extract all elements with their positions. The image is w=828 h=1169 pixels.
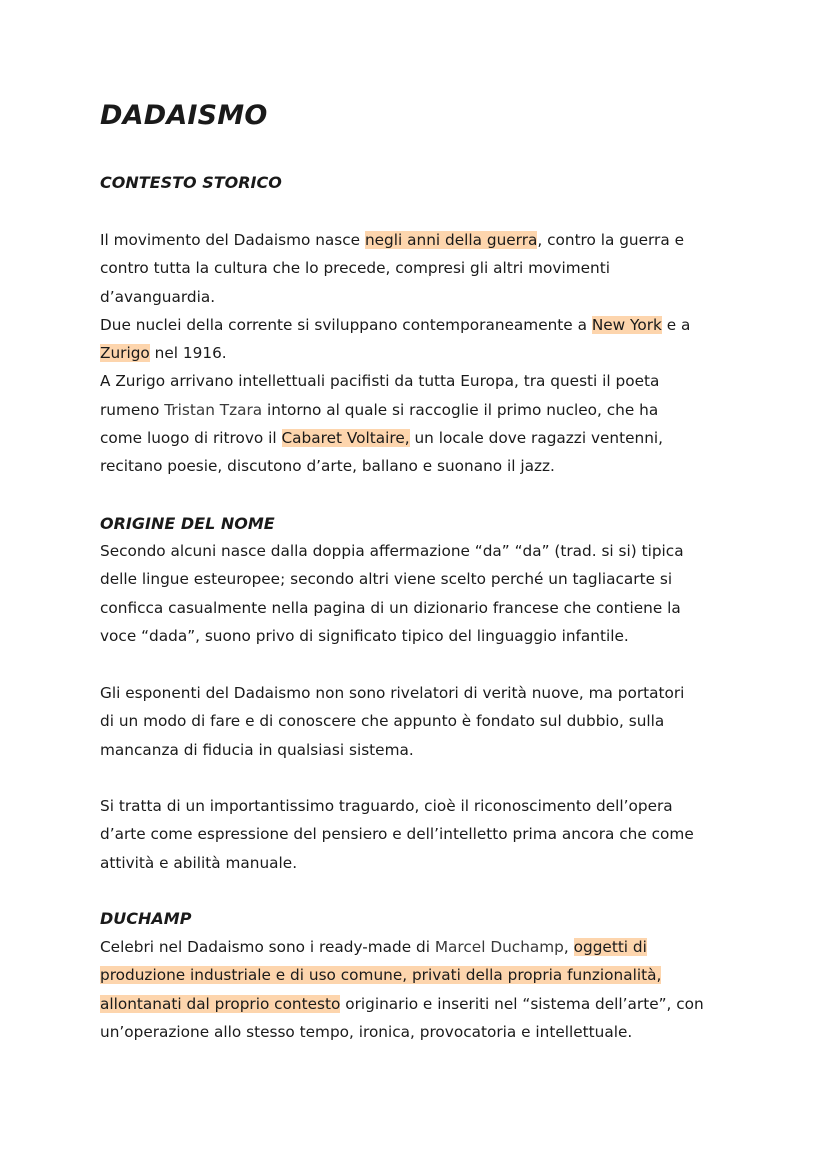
text-run: mancanza di fiducia in qualsiasi sistema. [100, 740, 414, 759]
text-line [100, 679, 740, 707]
text-line [100, 339, 740, 367]
highlight-negli-anni-della-guerra: negli anni della guerra [364, 231, 538, 249]
highlight-new-york: New York [591, 315, 662, 334]
paragraph-origine-del-nome [100, 537, 740, 650]
text-run: e a [661, 315, 691, 334]
text-run: un’operazione allo stesso tempo, ironica, provocatoria e intellettuale. [100, 1022, 633, 1041]
highlight-zurigo: Zurigo [100, 344, 150, 363]
text-run: delle lingue esteuropee; secondo altri viene scelto perché un tagliacarte si [100, 570, 673, 589]
text-line [100, 933, 740, 961]
text-run: Due nuclei della corrente si sviluppano contemporaneamente a [100, 315, 592, 334]
text-line [100, 1018, 740, 1046]
text-line [100, 990, 740, 1018]
text-line [100, 594, 740, 622]
text-run: di un modo di fare e di conoscere che appunto è fondato sul dubbio, sulla [100, 712, 665, 731]
highlight-allontanati: allontanati dal proprio contesto [100, 994, 341, 1013]
text-line [100, 283, 740, 311]
text-run: un locale dove ragazzi ventenni, [409, 429, 664, 448]
highlight-produzione-industriale: produzione industriale e di uso comune, privati della propria funzionalità, [100, 966, 662, 985]
text-line [100, 820, 740, 848]
highlight-oggetti-di: oggetti di [573, 938, 647, 956]
paragraph-contesto-storico [100, 226, 740, 481]
text-run: originario e inseriti nel “sistema dell’arte”, con [340, 994, 704, 1013]
text-line [100, 452, 740, 480]
text-run: A Zurigo arrivano intellettuali pacifisti da tutta Europa, tra questi il poeta [100, 372, 660, 391]
text-run: nel 1916. [149, 344, 227, 363]
text-line [100, 254, 740, 282]
section-heading-contesto-storico: CONTESTO STORICO [100, 173, 282, 192]
text-line [100, 424, 740, 452]
text-run: rumeno [100, 400, 165, 419]
text-run: d’arte come espressione del pensiero e dell’intelletto prima ancora che come [100, 825, 694, 844]
text-line [100, 707, 740, 735]
text-line [100, 537, 740, 565]
text-line [100, 396, 740, 424]
paragraph-traguardo [100, 792, 740, 877]
text-run: come luogo di ritrovo il [100, 429, 282, 448]
text-line [100, 792, 740, 820]
section-heading-duchamp: DUCHAMP [100, 909, 192, 928]
text-line [100, 622, 740, 650]
text-run: Gli esponenti del Dadaismo non sono rivelatori di verità nuove, ma portatori [100, 684, 685, 702]
text-run: Secondo alcuni nasce dalla doppia affermazione “da” “da” (trad. si si) tipica [100, 542, 684, 560]
paragraph-esponenti [100, 679, 740, 764]
section-heading-origine-del-nome: ORIGINE DEL NOME [100, 514, 275, 533]
text-run: Celebri nel Dadaismo sono i ready-made di [100, 938, 435, 956]
text-line [100, 565, 740, 593]
text-run: contro tutta la cultura che lo precede, compresi gli altri movimenti [100, 259, 610, 278]
text-line [100, 311, 740, 339]
highlight-cabaret-voltaire: Cabaret Voltaire, [281, 429, 410, 448]
text-run: Si tratta di un importantissimo traguardo, cioè il riconoscimento dell’opera [100, 797, 673, 815]
text-run: intorno al quale si raccoglie il primo nucleo, che ha [262, 400, 659, 419]
text-run: voce “dada”, suono privo di significato tipico del linguaggio infantile. [100, 626, 629, 645]
text-line [100, 367, 740, 395]
text-run: Il movimento del Dadaismo nasce [100, 231, 365, 249]
text-run: , [563, 938, 574, 956]
name-marcel-duchamp: Marcel Duchamp [434, 938, 564, 956]
name-tristan-tzara: Tristan Tzara [164, 400, 263, 419]
text-line [100, 226, 740, 254]
text-run: , contro la guerra e [537, 231, 684, 249]
text-run: recitano poesie, discutono d’arte, ballano e suonano il jazz. [100, 457, 555, 476]
text-line [100, 961, 740, 989]
text-run: attività e abilità manuale. [100, 853, 298, 872]
text-run: conficca casualmente nella pagina di un dizionario francese che contiene la [100, 598, 681, 617]
text-run: d’avanguardia. [100, 287, 216, 306]
text-line [100, 849, 740, 877]
paragraph-duchamp [100, 933, 740, 1046]
text-line [100, 736, 740, 764]
document-title: DADAISMO [100, 100, 268, 131]
